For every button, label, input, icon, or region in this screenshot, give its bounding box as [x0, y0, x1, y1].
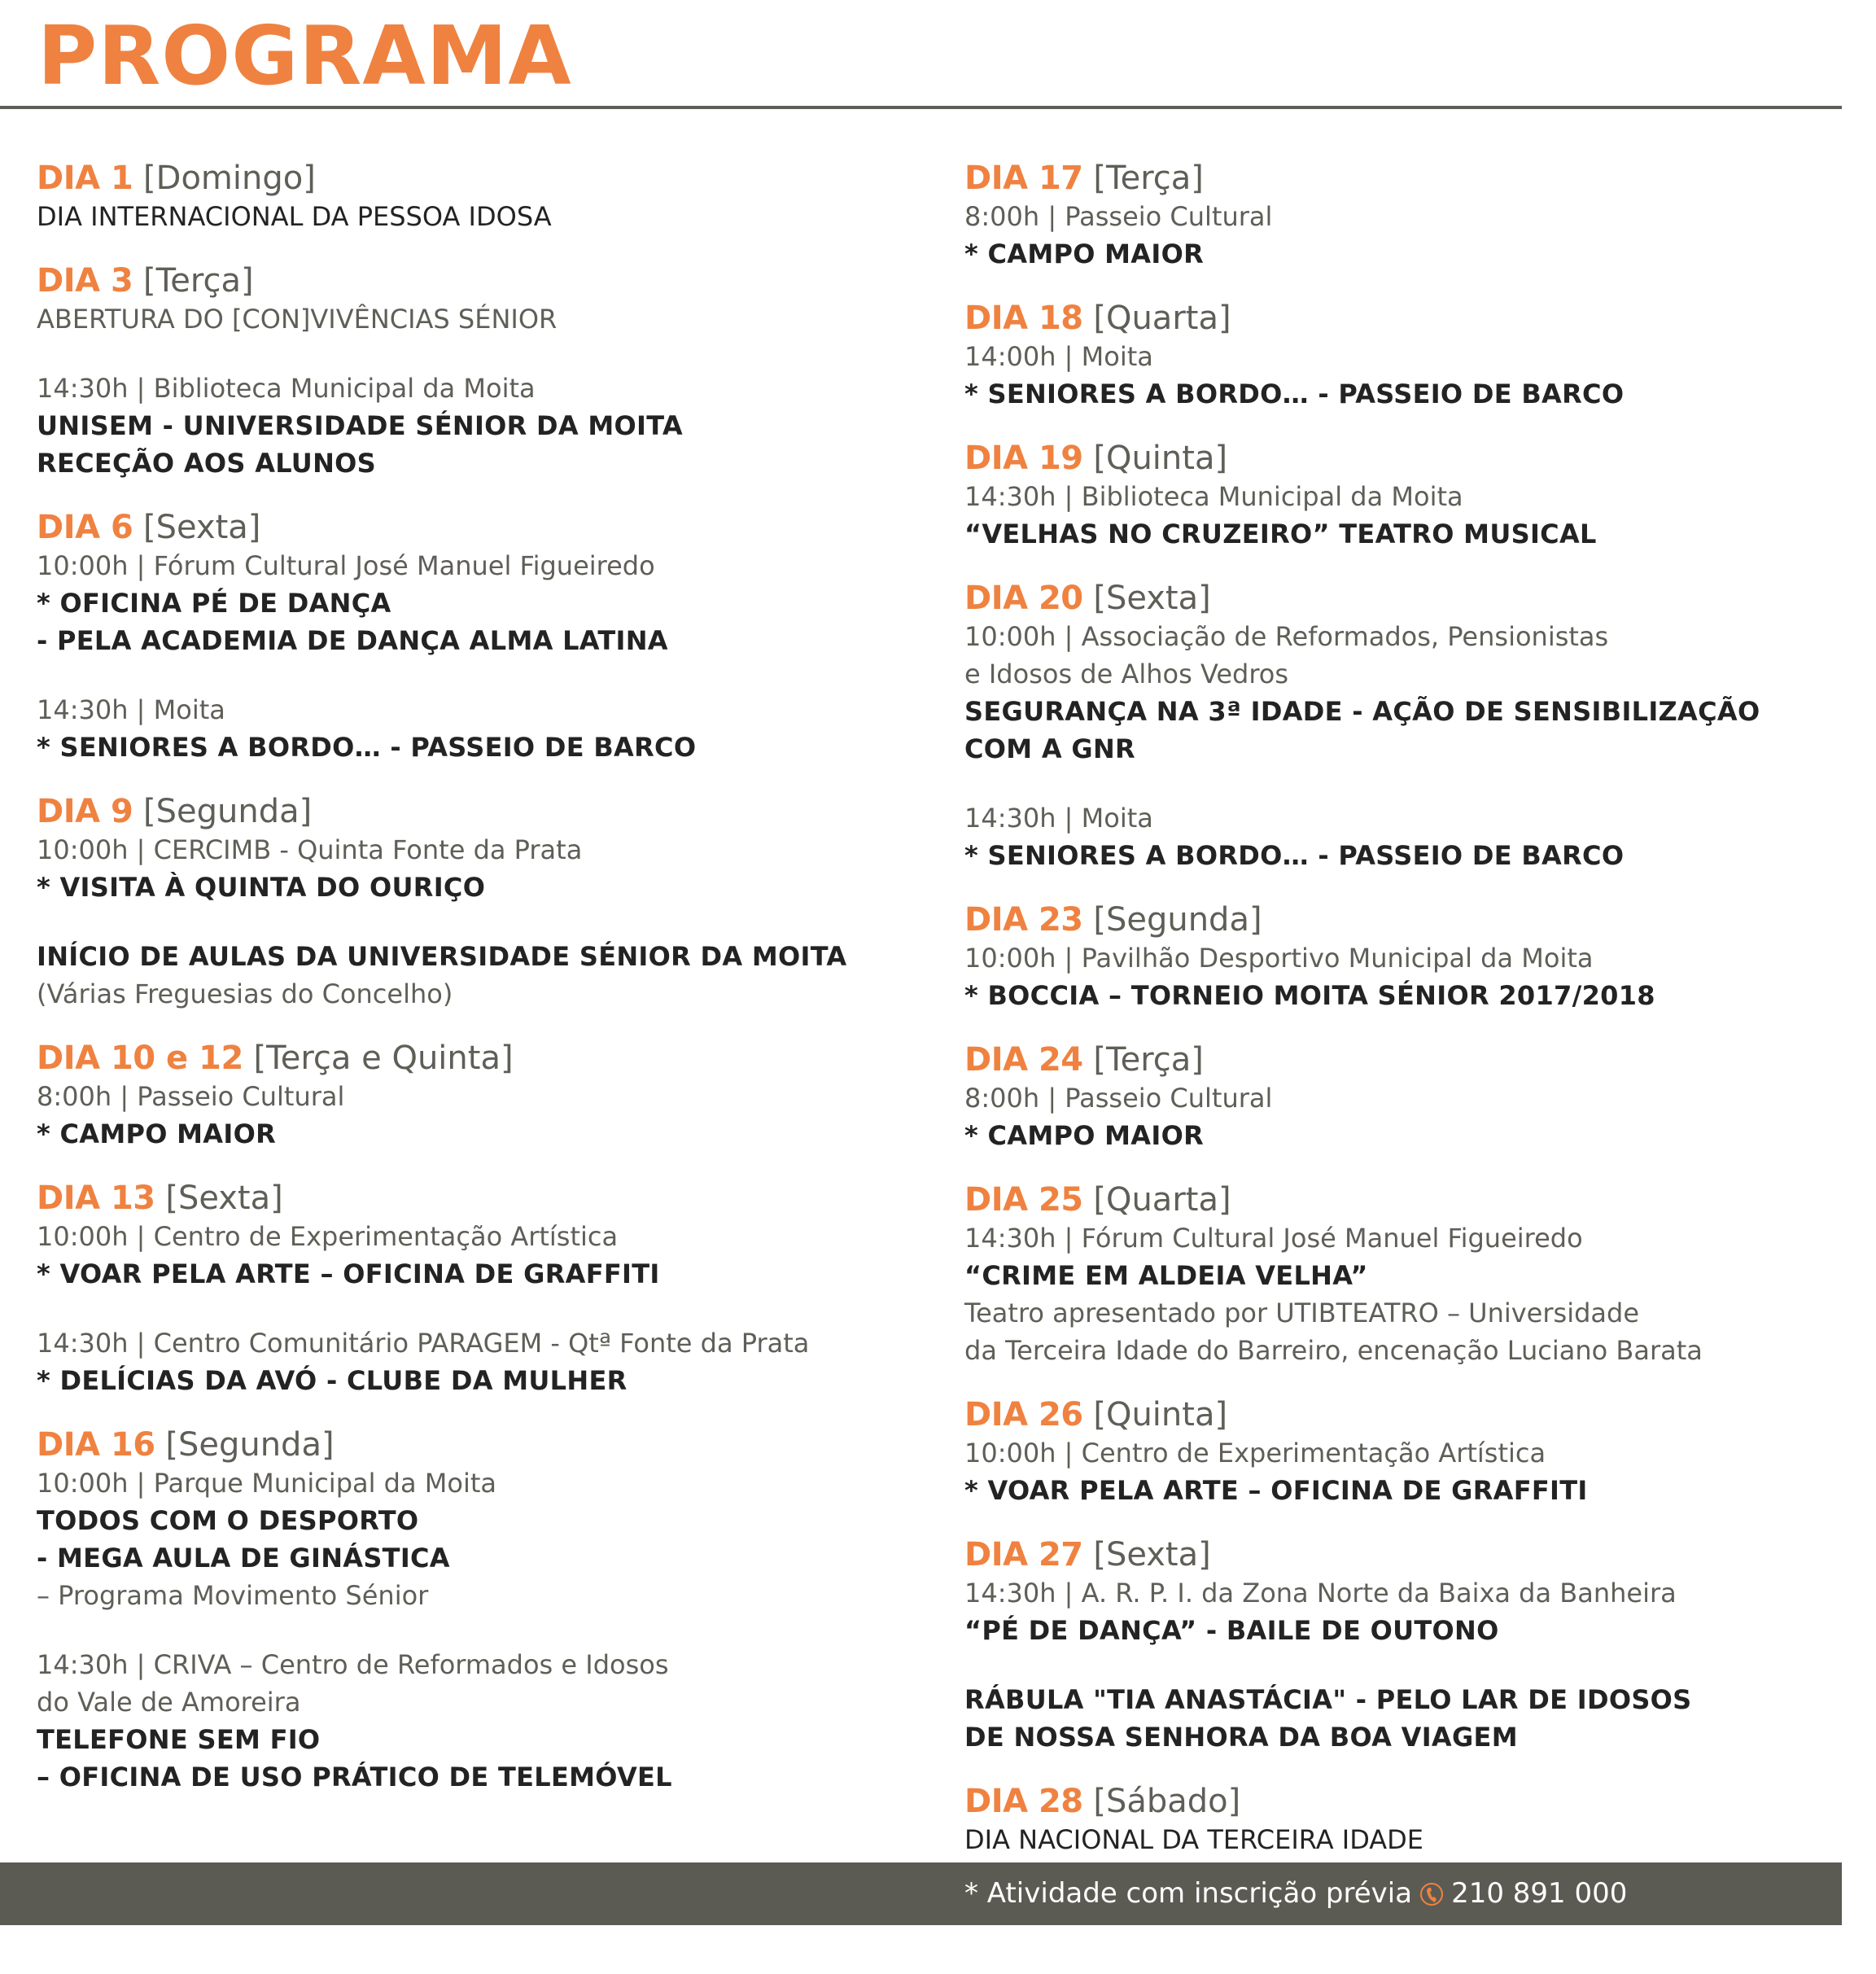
day-heading [964, 440, 1876, 478]
event-detail: 14:00h | Moita [964, 341, 1153, 372]
day-entry [964, 300, 1876, 413]
phone-number[interactable]: 210 891 000 [1451, 1877, 1628, 1910]
block-spacer [964, 1649, 1876, 1681]
day-heading [37, 1180, 948, 1218]
event-detail: 14:30h | Centro Comunitário PARAGEM - Qtª Fonte da Prata [37, 1328, 810, 1359]
day-weekday: [Terça] [143, 262, 254, 300]
event-title: COM A GNR [964, 733, 1135, 764]
day-entry [964, 1396, 1876, 1509]
event-title: * CAMPO MAIOR [964, 239, 1205, 269]
event-title: “PÉ DE DANÇA” - BAILE DE OUTONO [964, 1615, 1499, 1646]
block-spacer [37, 338, 948, 370]
event-title: TODOS COM O DESPORTO [37, 1505, 419, 1536]
day-entry [964, 580, 1876, 874]
day-heading [37, 1040, 948, 1078]
day-label: DIA 20 [964, 580, 1083, 617]
event-detail: 10:00h | Pavilhão Desportivo Municipal da Moita [964, 943, 1594, 974]
day-entry [964, 901, 1876, 1014]
event-title: * VOAR PELA ARTE – OFICINA DE GRAFFITI [964, 1475, 1588, 1506]
day-label: DIA 16 [37, 1426, 155, 1464]
block-spacer [37, 1614, 948, 1646]
event-title: * VOAR PELA ARTE – OFICINA DE GRAFFITI [37, 1258, 660, 1289]
event-detail: 14:30h | Biblioteca Municipal da Moita [37, 373, 536, 404]
day-heading [964, 1041, 1876, 1079]
event-title: * CAMPO MAIOR [37, 1118, 277, 1149]
event-detail: 8:00h | Passeio Cultural [964, 1083, 1273, 1114]
day-entry [964, 1536, 1876, 1756]
day-label: DIA 9 [37, 793, 133, 830]
event-detail: 10:00h | Centro de Experimentação Artística [964, 1438, 1546, 1468]
day-weekday: [Quinta] [1093, 440, 1228, 477]
event-detail: 8:00h | Passeio Cultural [37, 1081, 345, 1112]
day-entry [37, 793, 948, 1013]
day-entry [964, 1783, 1876, 1858]
event-title: * SENIORES A BORDO… - PASSEIO DE BARCO [964, 840, 1625, 871]
event-title: DE NOSSA SENHORA DA BOA VIAGEM [964, 1722, 1518, 1753]
day-entry [964, 1181, 1876, 1369]
day-weekday: [Terça e Quinta] [253, 1040, 514, 1077]
day-heading [964, 300, 1876, 338]
event-detail: – Programa Movimento Sénior [37, 1580, 429, 1611]
day-label: DIA 18 [964, 300, 1083, 337]
event-detail: 14:30h | CRIVA – Centro de Reformados e Idosos [37, 1649, 669, 1680]
schedule-right-column [964, 160, 1876, 1885]
day-entry [37, 1040, 948, 1153]
event-title: * SENIORES A BORDO… - PASSEIO DE BARCO [964, 379, 1625, 409]
footer-note [964, 1862, 1627, 1925]
day-entry [964, 160, 1876, 273]
event-detail: 14:30h | Moita [964, 803, 1153, 834]
event-detail: 14:30h | A. R. P. I. da Zona Norte da Baixa da Banheira [964, 1578, 1677, 1609]
event-title: RÁBULA "TIA ANASTÁCIA" - PELO LAR DE IDOSOS [964, 1684, 1692, 1715]
day-weekday: [Quarta] [1093, 1181, 1231, 1219]
event-detail: 14:30h | Fórum Cultural José Manuel Figueiredo [964, 1223, 1583, 1254]
block-spacer [37, 906, 948, 938]
day-label: DIA 26 [964, 1396, 1083, 1433]
event-detail: 10:00h | Parque Municipal da Moita [37, 1468, 496, 1499]
event-title: * CAMPO MAIOR [964, 1120, 1205, 1151]
day-label: DIA 23 [964, 901, 1083, 939]
event-detail: 10:00h | Centro de Experimentação Artística [37, 1221, 619, 1252]
day-weekday: [Segunda] [165, 1426, 335, 1464]
event-title: * OFICINA PÉ DE DANÇA [37, 588, 391, 619]
block-spacer [37, 659, 948, 691]
event-detail: Teatro apresentado por UTIBTEATRO – Universidade [964, 1298, 1639, 1328]
day-label: DIA 25 [964, 1181, 1083, 1219]
day-weekday: [Sexta] [1093, 1536, 1211, 1574]
event-title: RECEÇÃO AOS ALUNOS [37, 448, 377, 479]
event-detail: 10:00h | Associação de Reformados, Pensionistas [964, 621, 1609, 652]
day-heading [37, 509, 948, 547]
day-heading [37, 262, 948, 300]
day-weekday: [Segunda] [143, 793, 313, 830]
event-title: TELEFONE SEM FIO [37, 1724, 321, 1755]
day-weekday: [Terça] [1093, 160, 1204, 197]
day-heading [964, 1181, 1876, 1219]
day-entry [37, 160, 948, 235]
event-title: – OFICINA DE USO PRÁTICO DE TELEMÓVEL [37, 1762, 672, 1792]
day-heading [964, 901, 1876, 939]
event-title: * SENIORES A BORDO… - PASSEIO DE BARCO [37, 732, 697, 763]
day-heading [964, 1536, 1876, 1574]
day-entry [37, 509, 948, 766]
page-title: PROGRAMA [37, 8, 572, 103]
day-heading [37, 1426, 948, 1464]
day-heading [37, 160, 948, 198]
day-entry [964, 1041, 1876, 1154]
day-weekday: [Sexta] [165, 1180, 283, 1217]
day-entry [37, 1426, 948, 1796]
event-detail: 10:00h | Fórum Cultural José Manuel Figueiredo [37, 550, 655, 581]
day-heading [964, 1396, 1876, 1434]
day-weekday: [Quinta] [1093, 1396, 1228, 1433]
day-label: DIA 28 [964, 1783, 1083, 1820]
day-weekday: [Domingo] [143, 160, 316, 197]
event-title: - PELA ACADEMIA DE DANÇA ALMA LATINA [37, 625, 668, 656]
day-entry [37, 1180, 948, 1399]
day-label: DIA 3 [37, 262, 133, 300]
event-title: DIA NACIONAL DA TERCEIRA IDADE [964, 1824, 1424, 1855]
event-title: * VISITA À QUINTA DO OURIÇO [37, 872, 486, 903]
day-label: DIA 13 [37, 1180, 155, 1217]
event-title: “CRIME EM ALDEIA VELHA” [964, 1260, 1368, 1291]
header-divider [0, 106, 1842, 109]
event-title: - MEGA AULA DE GINÁSTICA [37, 1543, 450, 1574]
event-title: “VELHAS NO CRUZEIRO” TEATRO MUSICAL [964, 519, 1597, 549]
day-label: DIA 1 [37, 160, 133, 197]
day-entry [37, 262, 948, 482]
day-label: DIA 6 [37, 509, 133, 546]
day-weekday: [Quarta] [1093, 300, 1231, 337]
day-entry [964, 440, 1876, 553]
day-label: DIA 10 e 12 [37, 1040, 243, 1077]
registration-note: * Atividade com inscrição prévia [964, 1877, 1413, 1910]
day-label: DIA 19 [964, 440, 1083, 477]
footer-bar [0, 1862, 1842, 1925]
event-detail: 14:30h | Moita [37, 694, 225, 725]
event-detail: e Idosos de Alhos Vedros [964, 659, 1289, 689]
day-weekday: [Sexta] [1093, 580, 1211, 617]
event-detail: do Vale de Amoreira [37, 1687, 301, 1718]
day-weekday: [Terça] [1093, 1041, 1204, 1079]
event-title: SEGURANÇA NA 3ª IDADE - AÇÃO DE SENSIBILIZAÇÃO [964, 696, 1760, 727]
day-label: DIA 17 [964, 160, 1083, 197]
event-title: UNISEM - UNIVERSIDADE SÉNIOR DA MOITA [37, 410, 683, 441]
day-weekday: [Segunda] [1093, 901, 1262, 939]
event-title: * DELÍCIAS DA AVÓ - CLUBE DA MULHER [37, 1365, 628, 1396]
event-detail: 14:30h | Biblioteca Municipal da Moita [964, 481, 1463, 512]
day-weekday: [Sexta] [143, 509, 261, 546]
day-heading [964, 580, 1876, 618]
block-spacer [964, 768, 1876, 799]
event-title: DIA INTERNACIONAL DA PESSOA IDOSA [37, 201, 552, 232]
event-detail: da Terceira Idade do Barreiro, encenação Luciano Barata [964, 1335, 1703, 1366]
event-title: INÍCIO DE AULAS DA UNIVERSIDADE SÉNIOR DA MOITA [37, 941, 847, 972]
event-detail: ABERTURA DO [CON]VIVÊNCIAS SÉNIOR [37, 304, 558, 335]
event-title: * BOCCIA – TORNEIO MOITA SÉNIOR 2017/2018 [964, 980, 1655, 1011]
event-detail: 10:00h | CERCIMB - Quinta Fonte da Prata [37, 834, 583, 865]
schedule-left-column [37, 160, 948, 1823]
event-detail: (Várias Freguesias do Concelho) [37, 978, 453, 1009]
day-label: DIA 27 [964, 1536, 1083, 1574]
day-heading [37, 793, 948, 831]
phone-icon [1420, 1883, 1443, 1906]
day-label: DIA 24 [964, 1041, 1083, 1079]
event-detail: 8:00h | Passeio Cultural [964, 201, 1273, 232]
day-heading [964, 1783, 1876, 1821]
day-weekday: [Sábado] [1093, 1783, 1241, 1820]
block-spacer [37, 1293, 948, 1324]
day-heading [964, 160, 1876, 198]
